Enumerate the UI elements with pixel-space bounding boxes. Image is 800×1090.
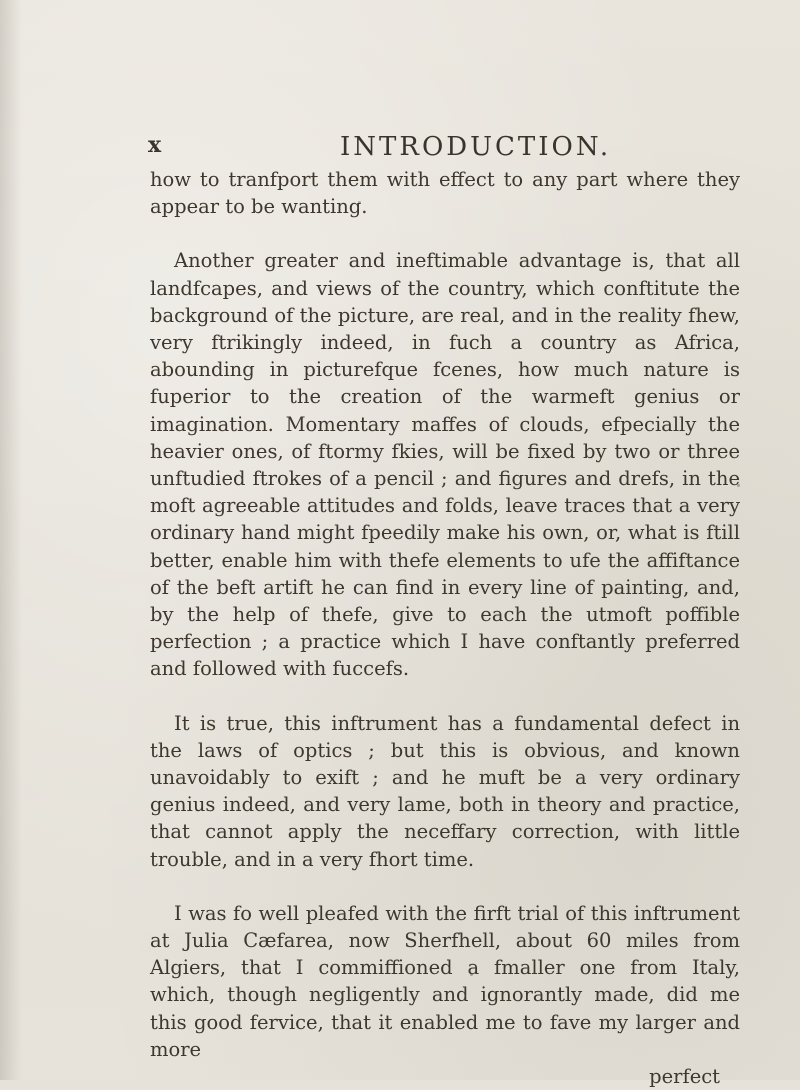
paragraph-spacer xyxy=(150,220,740,247)
paragraph-spacer xyxy=(150,683,740,710)
paper-speck xyxy=(737,484,740,487)
paragraph-trial: I was fo well pleafed with the firft trial of this inftrument at Julia Cæfarea, now Sherfhell, about 60 miles from Algiers, that I commiffioned a fmaller one from Italy, which, though negligently and ignorantly made, did me this good fervice, that it enabled me to fave my larger and more xyxy=(150,901,740,1061)
paragraph-spacer xyxy=(150,873,740,900)
catchword: perfect xyxy=(649,1065,720,1089)
paragraph-defect: It is true, this inftrument has a fundamental defect in the laws of optics ; but this is obvious, and known unavoidably to exift ; and he muft be a very ordinary genius indeed, and very lame, both in theory and practice, that cannot apply the neceffary correction, with little trouble, and in a very fhort time. xyxy=(150,711,740,871)
paragraph-advantage: Another greater and ineftimable advantage is, that all landfcapes, and views of the country, which conftitute the background of the picture, are real, and in the reality fhew, very ftrikingly indeed, in fuch a country as Africa, abounding in picturefque fcenes, how much nature is fuperior to the creation of the warmeft genius or imagination. Momentary maffes of clouds, efpecially the heavier ones, of ftormy fkies, will be fixed by two or three unftudied ftrokes of a pencil ; and figures and drefs, in the moft agreeable attitudes and folds, leave traces that a very ordinary hand might fpeedily make his own, or, what is ftill better, enable him with thefe elements to ufe the affiftance of the beft artift he can find in every line of painting, and, by the help of thefe, give to each the utmoft poffible perfection ; a practice which I have conftantly preferred and followed with fuccefs. xyxy=(150,249,740,681)
paper-speck xyxy=(358,201,361,204)
paragraph-continuation: how to tranfport them with effect to any part where they appear to be wanting. xyxy=(150,168,740,219)
page-number: x xyxy=(148,132,163,158)
body-text xyxy=(150,166,740,1090)
running-head: INTRODUCTION. xyxy=(340,132,612,162)
page-header xyxy=(148,132,748,168)
paper-speck xyxy=(470,973,473,976)
page-gutter-shadow xyxy=(0,0,22,1080)
